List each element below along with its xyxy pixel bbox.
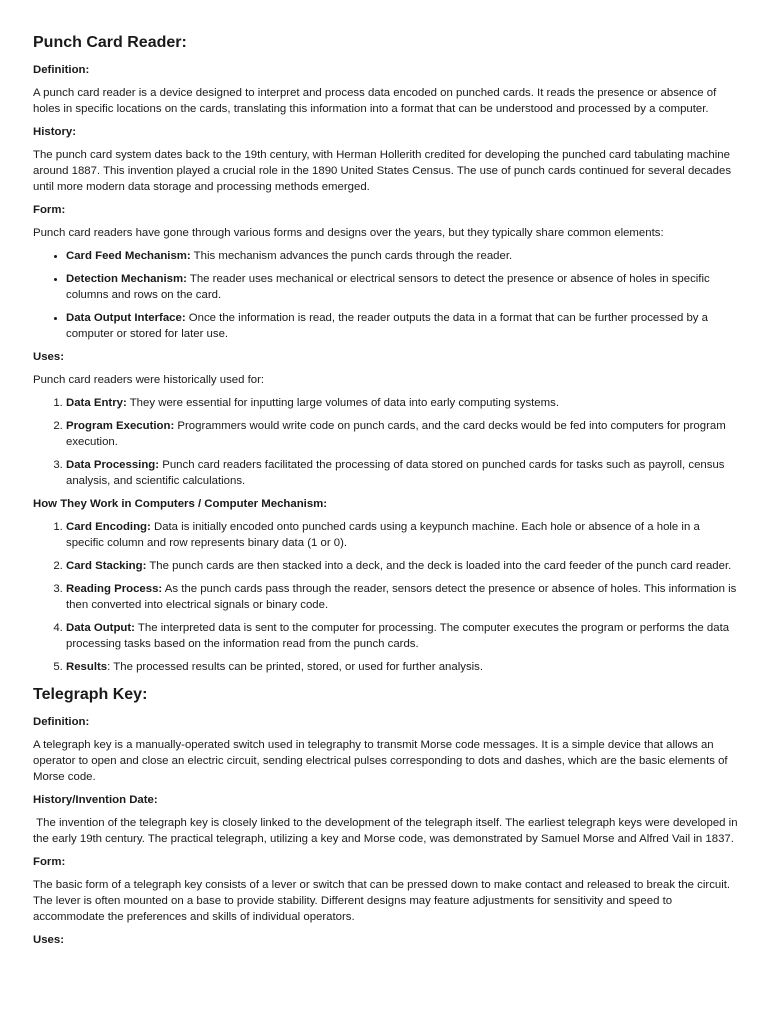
list-item	[66, 418, 738, 450]
list-item	[66, 620, 738, 652]
list-item	[66, 457, 738, 489]
list-item	[66, 581, 738, 613]
list-item-term: Data Output Interface:	[66, 312, 186, 324]
definition-label: Definition:	[33, 716, 90, 728]
list-item-text: The interpreted data is sent to the computer for processing. The computer executes the program or performs the data processing tasks based on the information read from the punch cards.	[66, 622, 730, 650]
definition-label: Definition:	[33, 64, 90, 76]
list-item-text: The punch cards are then stacked into a deck, and the deck is loaded into the card feeder of the punch card reader.	[146, 560, 732, 572]
mechanism-label: How They Work in Computers / Computer Mechanism:	[33, 498, 328, 510]
list-item-text: This mechanism advances the punch cards through the reader.	[190, 250, 513, 262]
form-intro: Punch card readers have gone through various forms and designs over the years, but they typically share common elements:	[33, 227, 664, 239]
definition-text: A telegraph key is a manually-operated switch used in telegraphy to transmit Morse code messages. It is a simple device that allows an operator to open and close an electric circuit, sending electrical pulses corresponding to dots and dashes, which are the basic elements of Morse code.	[33, 739, 728, 783]
history-text: The punch card system dates back to the 19th century, with Herman Hollerith credited for developing the punched card tabulating machine around 1887. This invention played a crucial role in the 1890 United States Census. The use of punch cards continued for several decades until more modern data storage and processing methods emerged.	[33, 149, 732, 193]
mechanism-list	[33, 519, 738, 675]
list-item-term: Data Output:	[66, 622, 135, 634]
list-item-term: Reading Process:	[66, 583, 163, 595]
list-item-text: They were essential for inputting large volumes of data into early computing systems.	[126, 397, 559, 409]
section-title-telegraph-key: Telegraph Key:	[33, 686, 148, 703]
uses-label: Uses:	[33, 351, 65, 363]
list-item-term: Data Entry:	[66, 397, 127, 409]
list-item-term: Card Encoding:	[66, 521, 151, 533]
list-item-term: Card Stacking:	[66, 560, 147, 572]
history-label: History:	[33, 126, 77, 138]
form-text: The basic form of a telegraph key consists of a lever or switch that can be pressed down to make contact and released to break the circuit. The lever is often mounted on a base to provide stability. Different designs may feature adjustments for sensitivity and speed to accommodate the preferences and skills of individual operators.	[33, 879, 731, 923]
list-item	[66, 659, 738, 675]
form-label: Form:	[33, 204, 66, 216]
history-text: The invention of the telegraph key is closely linked to the development of the telegraph itself. The earliest telegraph keys were developed in the early 19th century. The practical telegraph, utilizing a key and Morse code, was demonstrated by Samuel Morse and Alfred Vail in 1837.	[33, 817, 741, 845]
form-label: Form:	[33, 856, 66, 868]
uses-label: Uses:	[33, 934, 65, 946]
list-item-text: Data is initially encoded onto punched cards using a keypunch machine. Each hole or absence of a hole in a specific column and row represents binary data (1 or 0).	[66, 521, 700, 549]
definition-text: A punch card reader is a device designed to interpret and process data encoded on punched cards. It reads the presence or absence of holes in specific locations on the cards, translating this information into a format that can be understood and processed by a computer.	[33, 87, 717, 115]
list-item-text: Programmers would write code on punch cards, and the card decks would be fed into computers for program execution.	[66, 420, 726, 448]
list-item	[66, 310, 738, 342]
list-item-term: Detection Mechanism:	[66, 273, 187, 285]
list-item-text: Once the information is read, the reader outputs the data in a format that can be further processed by a computer or stored for later use.	[66, 312, 708, 340]
list-item-term: Program Execution:	[66, 420, 175, 432]
list-item	[66, 519, 738, 551]
list-item-term: Card Feed Mechanism:	[66, 250, 191, 262]
history-label: History/Invention Date:	[33, 794, 158, 806]
list-item-term: Data Processing:	[66, 459, 160, 471]
list-item-text: The reader uses mechanical or electrical sensors to detect the presence or absence of holes in specific columns and rows on the card.	[66, 273, 710, 301]
list-item-text: As the punch cards pass through the reader, sensors detect the presence or absence of holes. This information is then converted into electrical signals or binary code.	[66, 583, 737, 611]
section-title-punch-card-reader: Punch Card Reader:	[33, 34, 187, 51]
list-item	[66, 395, 738, 411]
list-item	[66, 248, 738, 264]
list-item-text: : The processed results can be printed, stored, or used for further analysis.	[107, 661, 484, 673]
uses-intro: Punch card readers were historically used for:	[33, 374, 265, 386]
form-list	[33, 248, 738, 342]
list-item-term: Results	[66, 661, 108, 673]
list-item-text: Punch card readers facilitated the processing of data stored on punched cards for tasks such as payroll, census analysis, and scientific calculations.	[66, 459, 725, 487]
list-item	[66, 271, 738, 303]
uses-list	[33, 395, 738, 489]
list-item	[66, 558, 738, 574]
